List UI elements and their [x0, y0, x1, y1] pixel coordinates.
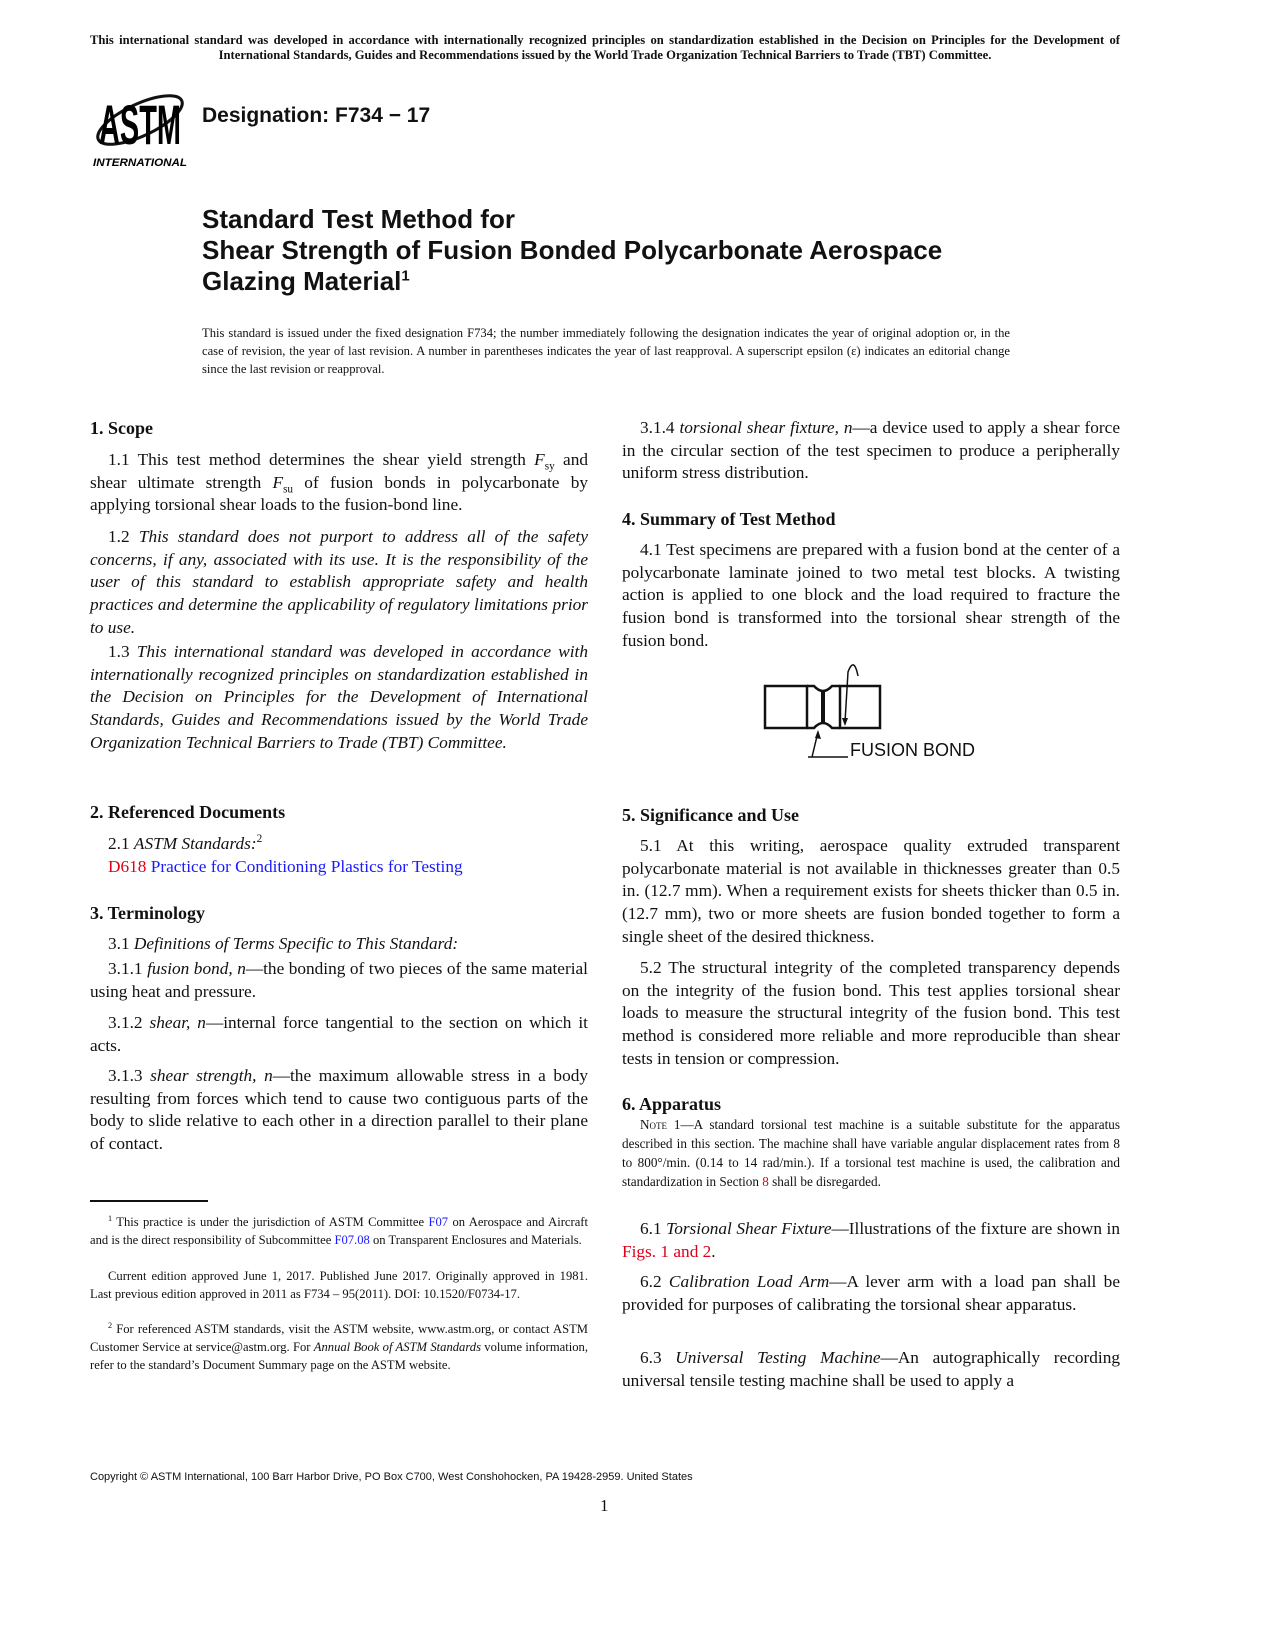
heading-apparatus: 6. Apparatus: [622, 1094, 722, 1114]
text-run: 6.1: [640, 1219, 667, 1238]
para-6-1: [622, 1218, 1120, 1263]
text-run: This practice is under the jurisdiction of ASTM Committee: [112, 1215, 429, 1229]
text-run: sy: [544, 460, 555, 473]
text-run: —An autographically recording universal tensile testing machine shall be used to apply a: [622, 1348, 1120, 1390]
text-run: This international standard was developed in accordance with internationally recognized principles on standardization established in the Decision on Principles for the Development of International Standards, Guides and Recommendations issued by the World Trade Organization Technical Barriers to Trade (TBT) Committee.: [90, 642, 588, 752]
text-run: —the maximum allowable stress in a body resulting from forces which tend to cause two contiguous parts of the body to slide relative to each other in a direction parallel to their plane of contact.: [90, 1066, 588, 1154]
para-3-1-4: [622, 417, 1120, 485]
para-1-2: [90, 526, 588, 640]
title-line-1: Standard Test Method for: [202, 204, 515, 234]
text-run: 4.1 Test specimens are prepared with a fusion bond at the center of a polycarbonate laminate joined to two metal test blocks. A twisting action is applied to one block and the load required to fracture the fusion bond is transformed into the torsional shear strength of the fusion bond.: [622, 540, 1120, 650]
text-run: —A lever arm with a load pan shall be provided for purposes of calibrating the torsional shear apparatus.: [622, 1272, 1120, 1314]
text-run: su: [283, 483, 294, 496]
text-run: 3.1: [108, 934, 134, 953]
text-run: —Illustrations of the fixture are shown in: [831, 1219, 1120, 1238]
footnote-divider: [90, 1200, 208, 1202]
text-run: Definitions of Terms Specific to This Standard:: [133, 934, 459, 953]
para-2-1: [90, 833, 588, 856]
footnote-2: [90, 1320, 588, 1374]
footnote-1-edition: [90, 1267, 588, 1303]
footnote-1: [90, 1213, 588, 1249]
text-run: 1—A standard torsional test machine is a suitable substitute for the apparatus described in this section. The machine shall have variable angular displacement rates from 8 to 800°/min. (0.14 to 14 rad/min.). If a torsional test machine is used, the calibration and standardization in Section: [622, 1117, 1120, 1189]
text-run: F: [534, 450, 545, 469]
para-1-1: [90, 449, 588, 517]
para-6-3: [622, 1347, 1120, 1392]
text-run: F: [272, 472, 284, 492]
para-3-1-3: [90, 1065, 588, 1156]
text-run: on Transparent Enclosures and Materials.: [369, 1233, 582, 1247]
text-run: 3.1.3: [108, 1066, 151, 1085]
text-run: 1: [108, 1213, 113, 1223]
document-title: [202, 204, 942, 297]
text-run: 3.1.2: [108, 1013, 150, 1032]
text-run: 5.1 At this writing, aerospace quality extruded transparent polycarbonate material is not available in thicknesses greater than 0.5 in. (12.7 mm). When a requirement exists for sheets thicker than 0.5 in. (12.7 mm), two or more sheets are fusion bonded together to form a single sheet of the desired thickness.: [622, 836, 1120, 946]
issuance-note: This standard is issued under the fixed designation F734; the number immediately following the designation indicates the year of original adoption or, in the case of revision, the year of last revision. A number in parentheses indicates the year of last reapproval. A superscript epsilon (ε) indicates an editorial change since the last revision or reapproval.: [202, 326, 1010, 376]
text-run: torsional shear fixture, n: [679, 418, 853, 437]
title-line-3: [202, 266, 942, 297]
para-3-1-1: [90, 958, 588, 1003]
text-run: Current edition approved June 1, 2017. Published June 2017. Originally approved in 1981. Last previous edition approved in 2011 as F734 – 95(2011). DOI: 10.1520/F0734-17.: [90, 1269, 588, 1301]
text-run: shear, n: [149, 1013, 206, 1032]
note-1: [622, 1115, 1120, 1191]
text-run: Annual Book of ASTM Standards: [313, 1340, 481, 1354]
heading-scope: 1. Scope: [90, 418, 153, 438]
cross-reference-link[interactable]: D618: [108, 857, 147, 876]
text-run: Calibration Load Arm: [668, 1272, 830, 1291]
text-run: fusion bond, n: [147, 959, 246, 978]
text-run: shall be disregarded.: [768, 1174, 881, 1189]
text-run: 2: [108, 1320, 113, 1330]
astm-logo-icon: [90, 82, 190, 172]
text-run: 6.2: [640, 1272, 669, 1291]
para-5-2: [622, 957, 1120, 1071]
svg-text:ASTM: ASTM: [99, 93, 181, 156]
text-run: 6.3: [640, 1348, 676, 1367]
text-run: of fusion bonds in polycarbonate by applying torsional shear loads to the fusion-bond line.: [90, 472, 588, 515]
text-run: —a device used to apply a shear force in the circular section of the test specimen to produce a peripherally uniform stress distribution.: [622, 418, 1121, 483]
copyright: Copyright © ASTM International, 100 Barr Harbor Drive, PO Box C700, West Conshohocken, PA 19428-2959. United States: [90, 1471, 693, 1483]
text-run: 3.1.4: [640, 418, 680, 437]
para-1-3: [90, 641, 588, 755]
para-3-1-2: [90, 1012, 588, 1057]
figure-label: FUSION BOND: [850, 740, 976, 760]
para-6-2: [622, 1271, 1120, 1316]
heading-significance: 5. Significance and Use: [622, 805, 800, 825]
tbt-notice: This international standard was developed in accordance with internationally recognized principles on standardization established in the Decision on Principles for the Development of International Standards, Guides and Recommendations issued by the World Trade Organization Technical Barriers to Trade (TBT) Committee.: [90, 33, 1120, 62]
para-5-1: [622, 835, 1120, 949]
text-run: on Aerospace and Aircraft and is the direct responsibility of Subcommittee: [90, 1215, 588, 1247]
text-run: and shear ultimate strength: [90, 450, 588, 492]
cross-reference-link[interactable]: F07.08: [334, 1233, 370, 1247]
title-footnote-ref[interactable]: 1: [401, 267, 410, 285]
title-line-3-text: Glazing Material: [202, 266, 402, 296]
heading-summary: 4. Summary of Test Method: [622, 509, 836, 529]
svg-text:INTERNATIONAL: INTERNATIONAL: [93, 157, 188, 169]
text-run: 2.1: [108, 834, 134, 853]
text-run: Note: [640, 1117, 668, 1132]
text-run: ASTM Standards:: [133, 834, 257, 853]
cross-reference-link[interactable]: F07: [428, 1215, 449, 1229]
cross-reference-link[interactable]: 8: [762, 1174, 769, 1189]
designation: Designation: F734 − 17: [202, 104, 431, 127]
text-run: 5.2 The structural integrity of the completed transparency depends on the integrity of the fusion bond. This test applies torsional shear loads to measure the structural integrity of the fusion bond. This test method is considered more reliable and more reproducible than shear tests in tension or compression.: [622, 958, 1120, 1068]
cross-reference-link[interactable]: Figs. 1 and 2: [622, 1241, 712, 1261]
text-run: .: [711, 1241, 716, 1261]
text-run: —internal force tangential to the section on which it acts.: [90, 1013, 588, 1055]
heading-terminology: 3. Terminology: [90, 903, 206, 923]
text-run: volume information, refer to the standard’s Document Summary page on the ASTM website.: [90, 1340, 588, 1372]
text-run: 1.1 This test method determines the shear yield strength: [108, 450, 535, 469]
text-run: —the bonding of two pieces of the same material using heat and pressure.: [90, 959, 588, 1001]
para-3-1: [90, 933, 588, 956]
text-run: 2: [256, 833, 263, 846]
heading-referenced-documents: 2. Referenced Documents: [90, 802, 286, 822]
text-run: This standard does not purport to address all of the safety concerns, if any, associated with its use. It is the responsibility of the user of this standard to establish appropriate safety and health practices and determine the applicability of regulatory limitations prior to use.: [90, 527, 589, 637]
text-run: 3.1.1: [108, 959, 148, 978]
text-run: Torsional Shear Fixture: [666, 1219, 832, 1238]
page-number: 1: [600, 1496, 609, 1515]
cross-reference-link[interactable]: Practice for Conditioning Plastics for Testing: [146, 857, 463, 876]
text-run: Universal Testing Machine: [675, 1348, 881, 1367]
text-run: 1.2: [108, 527, 139, 546]
para-4-1: [622, 539, 1120, 653]
title-line-2: Shear Strength of Fusion Bonded Polycarbonate Aerospace: [202, 235, 943, 265]
text-run: 1.3: [108, 642, 137, 661]
reference-d618-link[interactable]: [90, 856, 588, 879]
text-run: For referenced ASTM standards, visit the ASTM website, www.astm.org, or contact ASTM Customer Service at service@astm.org. For: [90, 1322, 588, 1354]
text-run: shear strength, n: [150, 1066, 273, 1085]
